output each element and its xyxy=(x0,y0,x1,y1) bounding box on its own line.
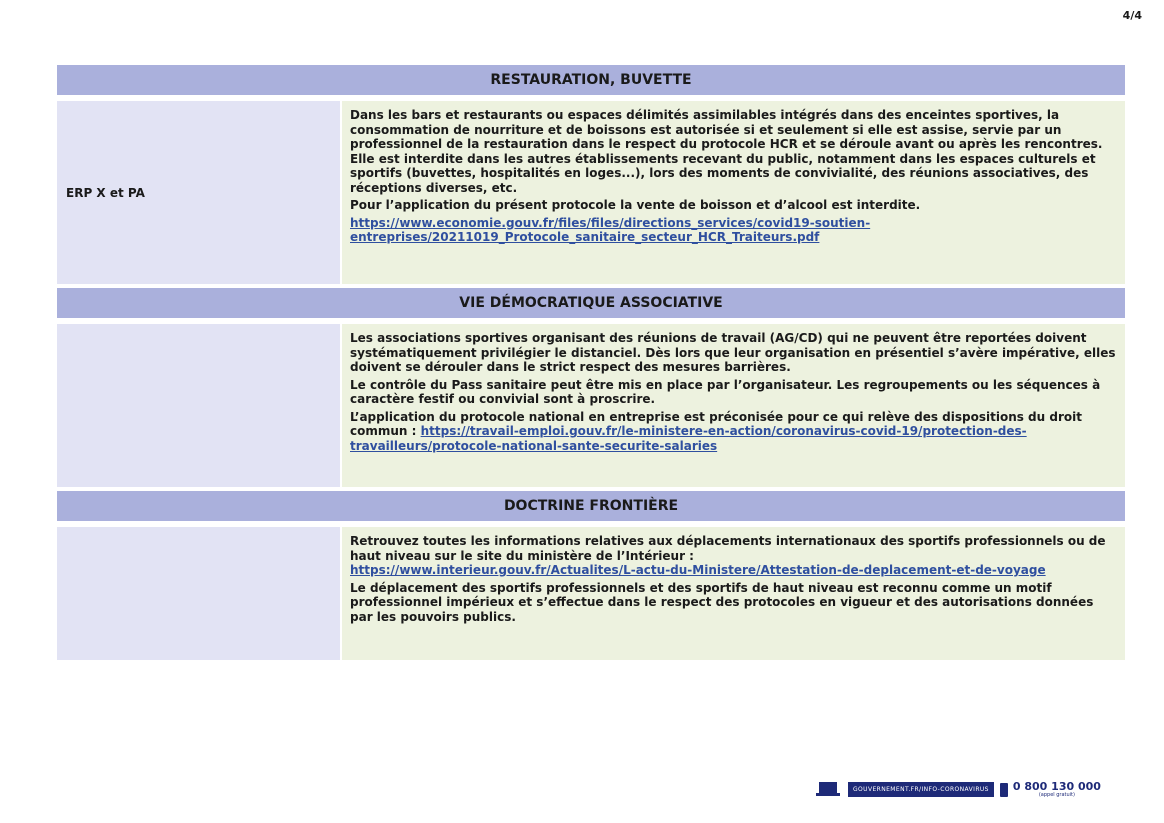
paragraph: L’application du protocole national en entreprise est préconisée pour ce qui relève des dispositions du droit commun : xyxy=(350,409,1082,438)
laptop-icon xyxy=(816,782,840,797)
page-number: 4/4 xyxy=(1122,9,1142,22)
paragraph: Les associations sportives organisant des réunions de travail (AG/CD) qui ne peuvent être reportées doivent systématiquement privilégier le distanciel. Dès lors que leur organisation en présentiel s’avère impérative, elles doivent se dérouler dans le strict respect des mesures barrières. xyxy=(350,331,1116,374)
paragraph: Retrouvez toutes les informations relatives aux déplacements internationaux des sportifs professionnels ou de haut niveau sur le site du ministère de l’Intérieur : xyxy=(350,534,1106,563)
section-row-vie-democratique xyxy=(57,324,1125,487)
row-content xyxy=(342,324,1125,487)
paragraph: Pour l’application du présent protocole la vente de boisson et d’alcool est interdite. xyxy=(350,198,921,212)
section-row-restauration xyxy=(57,101,1125,284)
paragraph: Le contrôle du Pass sanitaire peut être mis en place par l’organisateur. Les regroupements ou les séquences à caractère festif ou convivial sont à proscrire. xyxy=(350,377,1101,406)
section-row-doctrine-frontiere xyxy=(57,527,1125,660)
interieur-attestation-link[interactable]: https://www.interieur.gouv.fr/Actualites/L-actu-du-Ministere/Attestation-de-deplacement-et-de-voyage xyxy=(350,563,1046,577)
phone-info xyxy=(1013,781,1101,798)
row-content xyxy=(342,101,1125,284)
phone-number: 0 800 130 000 xyxy=(1012,780,1101,793)
section-header-doctrine-frontiere: DOCTRINE FRONTIÈRE xyxy=(57,491,1125,521)
row-content xyxy=(342,527,1125,660)
row-label: ERP X et PA xyxy=(57,101,340,284)
row-label xyxy=(57,324,340,487)
hcr-protocol-link[interactable]: https://www.economie.gouv.fr/files/files/directions_services/covid19-soutien-entreprises/20211019_Protocole_sanitaire_secteur_HCR_Traiteurs.pdf xyxy=(350,215,871,244)
section-header-restauration: RESTAURATION, BUVETTE xyxy=(57,65,1125,95)
phone-icon xyxy=(1000,783,1008,797)
section-header-vie-democratique: VIE DÉMOCRATIQUE ASSOCIATIVE xyxy=(57,288,1125,318)
paragraph: Dans les bars et restaurants ou espaces délimités assimilables intégrés dans des enceintes sportives, la consommation de nourriture et de boissons est autorisée si et seulement si elle est assise, servie par un professionnel de la restauration dans le respect du protocole HCR et se déroule avant ou après les rencontres. Elle est interdite dans les autres établissements recevant du public, notamment dans les espaces culturels et sportifs (buvettes, hospitalités en loges...), lors des moments de convivialité, des réunions associatives, des réceptions diverses, etc. xyxy=(350,108,1103,195)
info-coronavirus-link[interactable]: GOUVERNEMENT.FR/INFO-CORONAVIRUS xyxy=(848,782,994,797)
protocole-national-link[interactable]: https://travail-emploi.gouv.fr/le-ministere-en-action/coronavirus-covid-19/protection-des-travailleurs/protocole-national-sante-securite-salaries xyxy=(350,424,1027,453)
paragraph: Le déplacement des sportifs professionnels et des sportifs de haut niveau est reconnu comme un motif professionnel impérieux et s’effectue dans le respect des protocoles en vigueur et des autorisations données par les pouvoirs publics. xyxy=(350,580,1094,624)
row-label xyxy=(57,527,340,660)
phone-note: (appel gratuit) xyxy=(1038,792,1075,798)
footer-banner xyxy=(816,781,1101,798)
protocol-table xyxy=(57,65,1125,664)
